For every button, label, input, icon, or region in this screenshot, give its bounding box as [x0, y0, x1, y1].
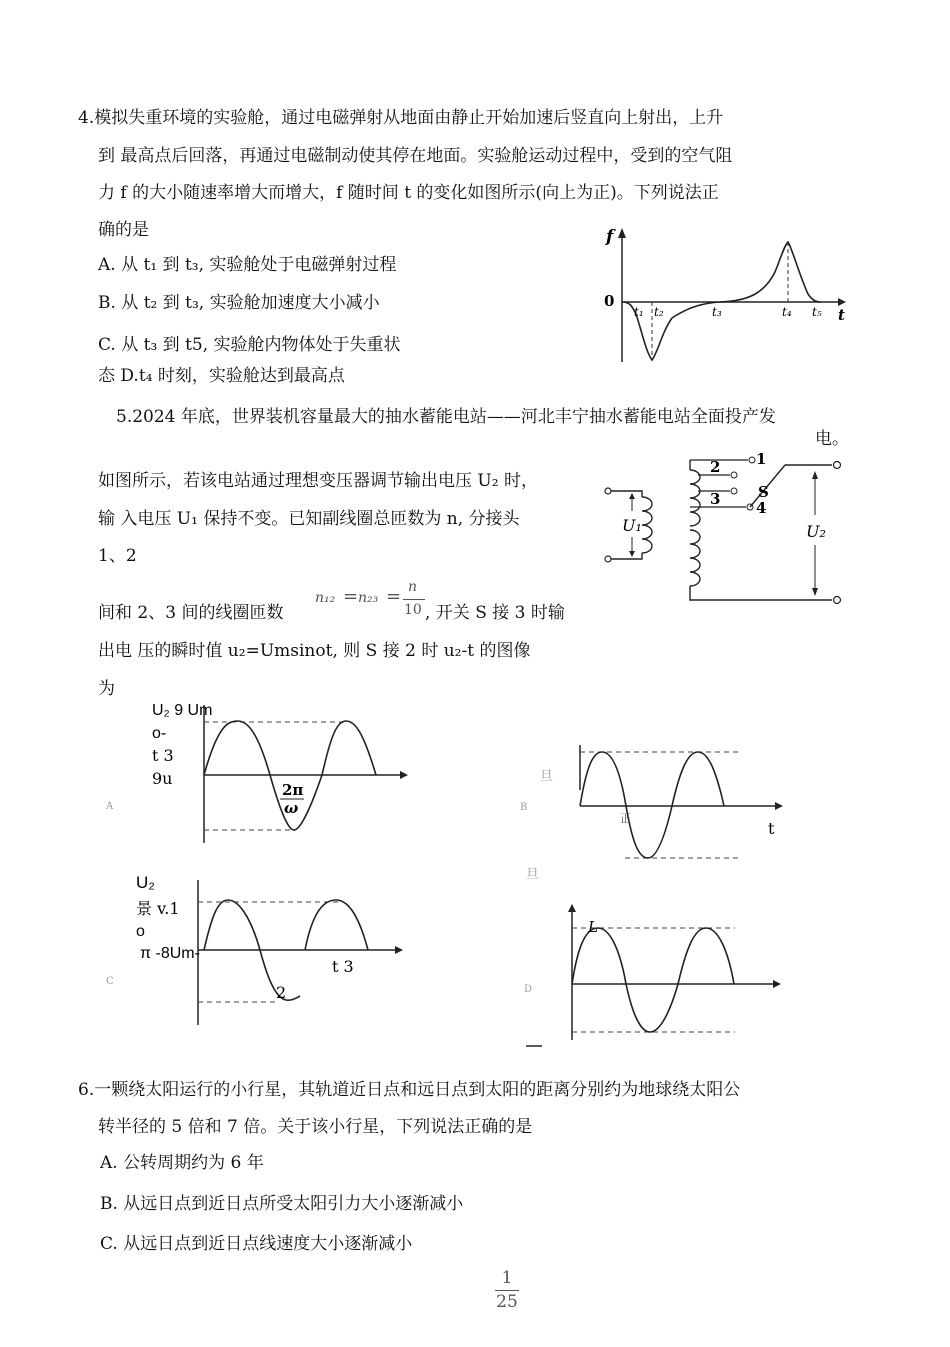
- tap-1-label: 1: [756, 450, 767, 468]
- n12-symbol: n₁₂: [315, 590, 336, 606]
- transformer-circuit: [600, 445, 860, 610]
- n23-symbol: n₂₃: [358, 590, 379, 606]
- f-label: f: [606, 227, 614, 247]
- tap-3: [731, 488, 737, 494]
- graph-b: [520, 730, 790, 880]
- graph-a: [100, 695, 420, 845]
- U2-label: U₂: [806, 522, 826, 541]
- t4-label: t₄: [782, 305, 792, 319]
- graph-c-label4: π -8Um-: [140, 945, 200, 962]
- t2-label: t₂: [654, 305, 664, 319]
- graph-c: [100, 870, 420, 1030]
- graph-d-label2: D: [524, 984, 533, 995]
- t1-label: t₁: [634, 305, 644, 319]
- q4-option-c: C. 从 t₃ 到 t5, 实验舱内物体处于失重状: [98, 335, 401, 355]
- graph-b-label2: 正: [620, 812, 631, 825]
- origin-label: 0: [604, 292, 615, 310]
- page-total: 25: [496, 1292, 518, 1312]
- tap-4-label: 4: [756, 499, 767, 517]
- q6-option-a: A. 公转周期约为 6 年: [100, 1153, 264, 1173]
- graph-b-t-label: t: [768, 819, 775, 838]
- q5-line5a: 间和 2、3 间的线圈匝数: [98, 603, 284, 623]
- graph-d-label1: L: [588, 918, 598, 936]
- graph-c-t-label: t 3: [332, 957, 354, 976]
- primary-coil: [642, 497, 652, 553]
- graph-a-label3: t 3: [152, 746, 174, 765]
- t-axis-label: t: [838, 306, 845, 324]
- q5-line7: 为: [98, 679, 115, 699]
- graph-c-label2: 景 v.1: [136, 899, 180, 918]
- q5-line5b: , 开关 S 接 3 时输: [425, 603, 565, 623]
- page-number: 1: [501, 1268, 513, 1288]
- output-terminal-top: [834, 462, 841, 469]
- graph-d: [520, 900, 790, 1050]
- graph-a-label1: U₂ 9 Um: [152, 702, 213, 719]
- tap-3-label: 3: [710, 490, 721, 508]
- q4-option-a: A. 从 t₁ 到 t₃, 实验舱处于电磁弹射过程: [98, 255, 397, 275]
- equals-1: =: [343, 586, 359, 607]
- q4-option-c-cont: 态 D.t₄ 时刻，实验舱达到最高点: [98, 366, 345, 386]
- fraction-numerator: n: [408, 579, 418, 595]
- equals-2: =: [386, 586, 402, 607]
- q6-option-c: C. 从远日点到近日点线速度大小逐渐减小: [100, 1234, 413, 1254]
- tap-1: [749, 457, 755, 463]
- t5-label: t₅: [812, 305, 822, 319]
- secondary-coil: [690, 470, 700, 586]
- q4-line2: 到 最高点后回落，再通过电磁制动使其停在地面。实验舱运动过程中，受到的空气阻: [98, 146, 733, 166]
- output-terminal-bottom: [834, 597, 841, 604]
- q6-line1: 6.一颗绕太阳运行的小行星，其轨道近日点和远日点到太阳的距离分别约为地球绕太阳公: [78, 1080, 741, 1100]
- graph-b-option-mark: B: [520, 802, 528, 813]
- q5-line2: 如图所示，若该电站通过理想变压器调节输出电压 U₂ 时，: [98, 471, 538, 491]
- graph-b-label4: 旦: [526, 867, 540, 880]
- U1-label: U₁: [622, 516, 642, 535]
- primary-terminal-bottom: [605, 556, 611, 562]
- graph-c-label1: U₂: [136, 873, 155, 892]
- graph-a-tick-2pi: 2π: [282, 781, 304, 799]
- t3-label: t₃: [712, 305, 722, 319]
- q4-option-b: B. 从 t₂ 到 t₃, 实验舱加速度大小减小: [98, 293, 380, 313]
- q6-option-b: B. 从远日点到近日点所受太阳引力大小逐渐减小: [100, 1194, 464, 1214]
- graph-b-label1: 旦: [540, 769, 554, 784]
- graph-c-tick: 2: [276, 983, 287, 1002]
- graph-c-option-mark: C: [106, 976, 114, 987]
- primary-terminal-top: [605, 488, 611, 494]
- fraction-denominator: 10: [404, 602, 422, 618]
- tap-2-label: 2: [710, 458, 721, 476]
- q5-line1-end: 电。: [815, 429, 849, 449]
- q5-line6: 出电 压的瞬时值 u₂=Umsinot, 则 S 接 2 时 u₂-t 的图像: [98, 641, 531, 661]
- graph-c-label3: o: [136, 923, 145, 940]
- switch-label: S: [758, 483, 769, 501]
- q4-line4: 确的是: [98, 220, 149, 240]
- q4-line3: 力 f 的大小随速率增大而增大，f 随时间 t 的变化如图所示(向上为正)。下列说法正: [98, 183, 719, 203]
- q4-line1: 4.模拟失重环境的实验舱，通过电磁弹射从地面由静止开始加速后竖直向上射出，上升: [78, 108, 724, 128]
- graph-a-label2: o-: [152, 725, 167, 742]
- graph-a-tick-omega: ω: [284, 799, 299, 817]
- q5-line4: 1、2: [98, 546, 137, 566]
- graph-a-option-mark: A: [106, 801, 114, 812]
- q6-line2: 转半径的 5 倍和 7 倍。关于该小行星，下列说法正确的是: [98, 1117, 533, 1137]
- q4-f-t-graph: [600, 222, 850, 372]
- q5-line3: 输 入电压 U₁ 保持不变。已知副线圈总匝数为 n, 分接头: [98, 509, 520, 529]
- f-curve: [622, 242, 820, 360]
- graph-a-label4: 9u: [152, 769, 173, 788]
- tap-2: [731, 472, 737, 478]
- q5-line1: 5.2024 年底，世界装机容量最大的抽水蓄能电站——河北丰宁抽水蓄能电站全面投产发: [116, 407, 776, 427]
